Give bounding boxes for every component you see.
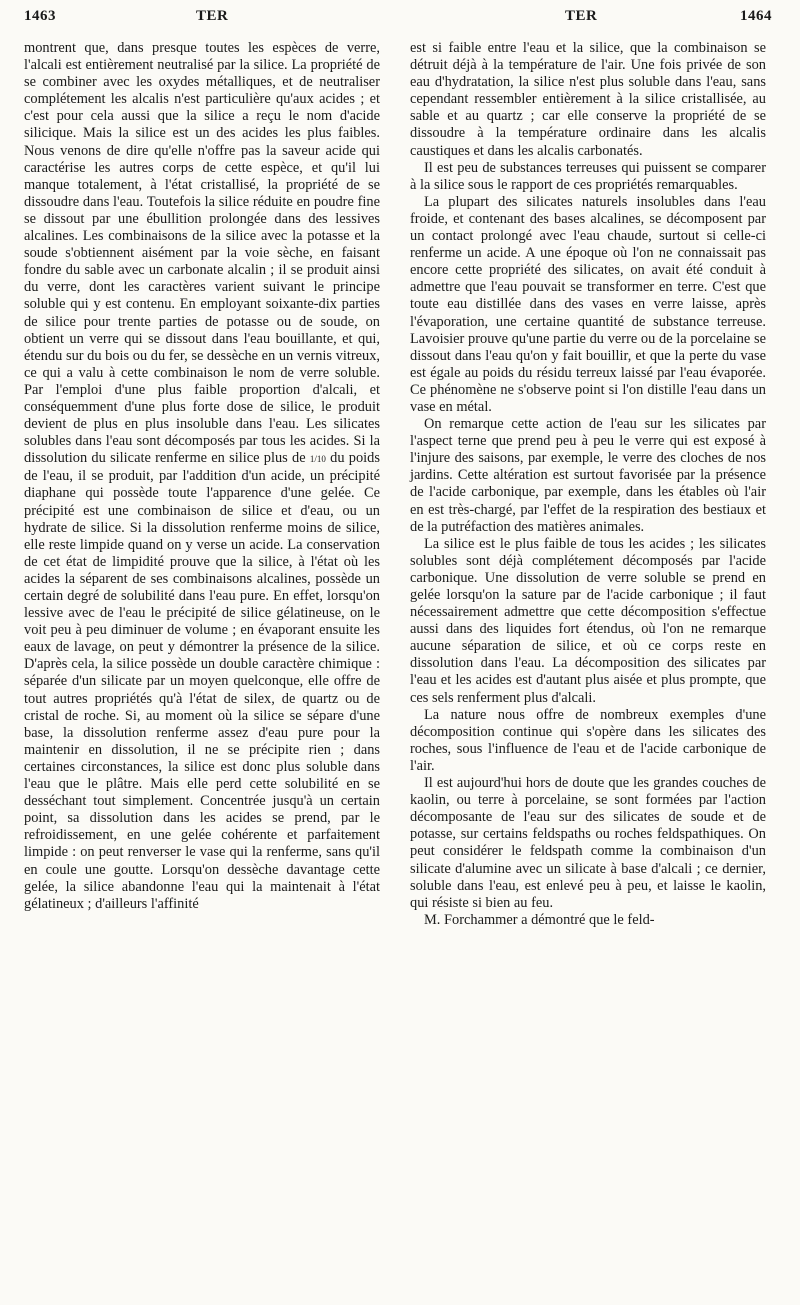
paragraph: On remarque cette action de l'eau sur les silicates par l'aspect terne que prend peu à peu le verre qui est exposé à l'injure des saisons, par exemple, le verre des cloches de nos jardins. Cette altération est surtout favorisée par la présence de l'acide carbonique, par exemple, dans les étables où l'air en est très-chargé, par l'effet de la respiration des bestiaux et de la putréfaction des matières animales. [410,416,766,535]
right-page-number: 1464 [740,8,772,24]
paragraph: La nature nous offre de nombreux exemples d'une décomposition continue qui s'opère dans les silicates des roches, sous l'influence de l'eau et de l'acide carbonique de l'air. [410,706,766,774]
paragraph: Il est aujourd'hui hors de doute que les grandes couches de kaolin, ou terre à porcelaine, se sont formées par l'action décomposante de l'eau sur des silicates de soude et de potasse, sur certains feldspaths ou roches feldspathiques. On peut considérer le feldspath comme la combinaison d'un silicate d'alumine avec un silicate à base d'alcali ; ce dernier, soluble dans l'eau, est enlevé peu à peu, et laisse le kaolin, qui résiste si bien au feu. [410,775,766,911]
paragraph: est si faible entre l'eau et la silice, que la combinaison se détruit déjà à la température de l'air. Une fois privée de son eau d'hydratation, la silice n'est plus soluble dans l'eau, sans cependant ressembler entièrement à la silice cristallisée, au sable et au quartz ; car elle conserve la propriété de se dissoudre à la température ordinaire dans les alcalis caustiques et dans les alcalis carbonatés. [410,40,766,159]
right-running-head: TER [565,8,598,24]
paragraph: M. Forchammer a démontré que le feld- [424,911,655,928]
left-text-column [24,40,380,913]
left-page-number: 1463 [24,8,56,24]
left-running-head: TER [196,8,229,24]
paragraph: Il est peu de substances terreuses qui puissent se comparer à la silice sous le rapport de ces propriétés remarquables. [410,159,766,193]
fraction: 1/10 [309,454,326,465]
paragraph: La plupart des silicates naturels insolubles dans l'eau froide, et contenant des bases alcalines, se décomposent par un contact prolongé avec l'eau chaude, surtout si celle-ci renferme un acide. A une époque où l'on ne connaissait pas encore cette propriété des silicates, on avait été conduit à admettre que l'eau pouvait se transformer en terre. C'est que toute eau distillée dans des vases en verre laisse, après l'évaporation, une certaine quantité de substance terreuse. Lavoisier prouve qu'une partie du verre ou de la porcelaine se dissout dans l'eau qu'on y fait bouillir, et que la perte du vase est égale au poids du résidu terreux laissé par l'eau évaporée. Ce phénomène ne s'observe point si l'on distille l'eau dans un vase en métal. [410,193,766,415]
paragraph: La silice est le plus faible de tous les acides ; les silicates solubles sont déjà complétement décomposés par l'acide carbonique. Une dissolution de verre soluble se prend en gelée lorsqu'on la sature par de l'acide carbonique ; il faut nécessairement admettre que cette décomposition s'effectue aussi dans des liquides fort étendus, où l'on ne remarque aucune séparation de silice, et où ce corps reste en dissolution dans l'eau. La décomposition des silicates par l'eau et les acides est d'autant plus aisée et plus prompte, que ces sels renferment plus d'alcali. [410,535,766,706]
paragraph: montrent que, dans presque toutes les espèces de verre, l'alcali est entièrement neutralisé par la silice. La propriété de se combiner avec les oxydes métalliques, et de neutraliser complétement les alcalis n'est particulière qu'aux acides ; et c'est pour cela aussi que la silice a reçu le nom d'acide silicique. Mais la silice est un des acides les plus faibles. Nous venons de dire qu'elle n'offre pas la saveur acide qui caractérise les autres corps de cette espèce, et qu'il lui manque totalement, à l'état cristallisé, la propriété de se dissoudre dans l'eau. Toutefois la silice réduite en poudre fine se dissout par une ébullition prolongée dans des lessives alcalines. Les combinaisons de la silice avec la potasse et la soude s'obtiennent aisément par la voie sèche, en faisant fondre du sable avec un carbonate alcalin ; il se produit ainsi du verre, dont les caractères varient suivant le principe soluble qui y est contenu. En employant soixante-dix parties de silice pour trente parties de potasse ou de soude, on obtient un verre qui se dissout dans l'eau bouillante, et qui, étendu sur du bois ou du fer, se dessèche en un vernis vitreux, ce qui a valu à cette combinaison le nom de verre soluble. Par l'emploi d'une plus faible proportion d'alcali, et conséquemment d'une plus forte dose de silice, le produit devient de plus en plus insoluble dans l'eau. Les silicates solubles dans l'eau sont décomposés par tous les acides. Si la dissolution du silicate renferme en silice plus de 1/10 du poids de l'eau, il se produit, par l'addition d'un acide, un précipité diaphane qui possède toute l'apparence d'une gelée. Ce précipité est une combinaison de silice et d'eau, ou un hydrate de silice. Si la dissolution renferme moins de silice, elle reste limpide quand on y verse un acide. La conservation de cet état de limpidité prouve que la silice, à l'état où les acides la séparent de ses combinaisons alcalines, possède un certain degré de solubilité dans l'eau pure. En effet, lorsqu'on lessive avec de l'eau le précipité de silice gélatineuse, on le voit peu à peu diminuer de volume ; en évaporant ensuite les eaux de lavage, on peut y démontrer la présence de la silice. D'après cela, la silice possède un double caractère chimique : séparée d'un silicate par un moyen quelconque, elle offre de tout autres propriétés qu'à l'état de silex, de quartz ou de cristal de roche. Si, au moment où la silice se sépare d'une base, la dissolution renferme assez d'eau pure pour la maintenir en dissolution, il ne se précipite rien ; dans certaines circonstances, la silice est donc plus soluble dans l'eau que le plâtre. Mais elle perd cette solubilité en se desséchant tout simplement. Concentrée jusqu'à un certain point, sa dissolution dans les acides se prend, par le refroidissement, en une gelée cohérente et parfaitement limpide : on peut renverser le vase qui la renferme, sans qu'il en coule une goutte. Lorsqu'on dessèche davantage cette gelée, la silice abandonne l'eau qui la maintenait à l'état gélatineux ; d'ailleurs l'affinité [24,40,380,912]
right-text-column [410,40,766,929]
